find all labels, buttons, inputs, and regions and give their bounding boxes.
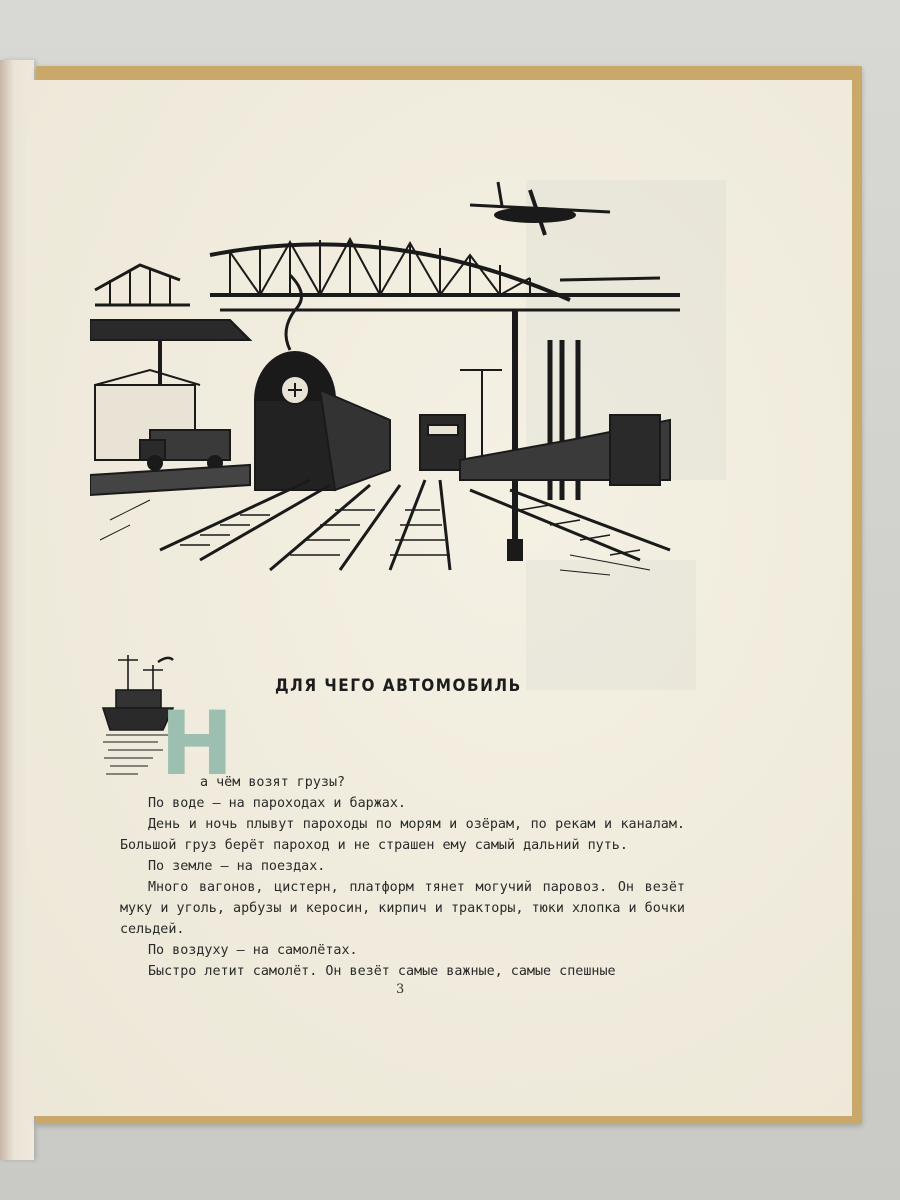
- paragraph: По земле — на поездах.: [148, 859, 326, 874]
- chapter-title: ДЛЯ ЧЕГО АВТОМОБИЛЬ: [275, 676, 522, 696]
- paragraph: По воде — на пароходах и баржах.: [148, 796, 406, 811]
- airplane-icon: [470, 182, 610, 235]
- railway-station-illustration: [90, 160, 680, 580]
- paragraph: а чём возят грузы?: [200, 775, 346, 790]
- drop-cap-letter: Н: [160, 692, 234, 795]
- paragraph: Много вагонов, цистерн, платформ тянет могучий паровоз. Он везёт муку и уголь, арбузы и керосин, кирпич и тракторы, тюки хлопка и бочки сельдей.: [120, 880, 685, 937]
- body-text: [120, 772, 685, 982]
- page-number: 3: [396, 982, 405, 997]
- paragraph: Быстро летит самолёт. Он везёт самые важные, самые спешные: [148, 964, 616, 979]
- paragraph: День и ночь плывут пароходы по морям и озёрам, по рекам и каналам. Большой груз берёт пароход и не страшен ему самый дальний путь.: [120, 817, 685, 853]
- paragraph: По воздуху — на самолётах.: [148, 943, 358, 958]
